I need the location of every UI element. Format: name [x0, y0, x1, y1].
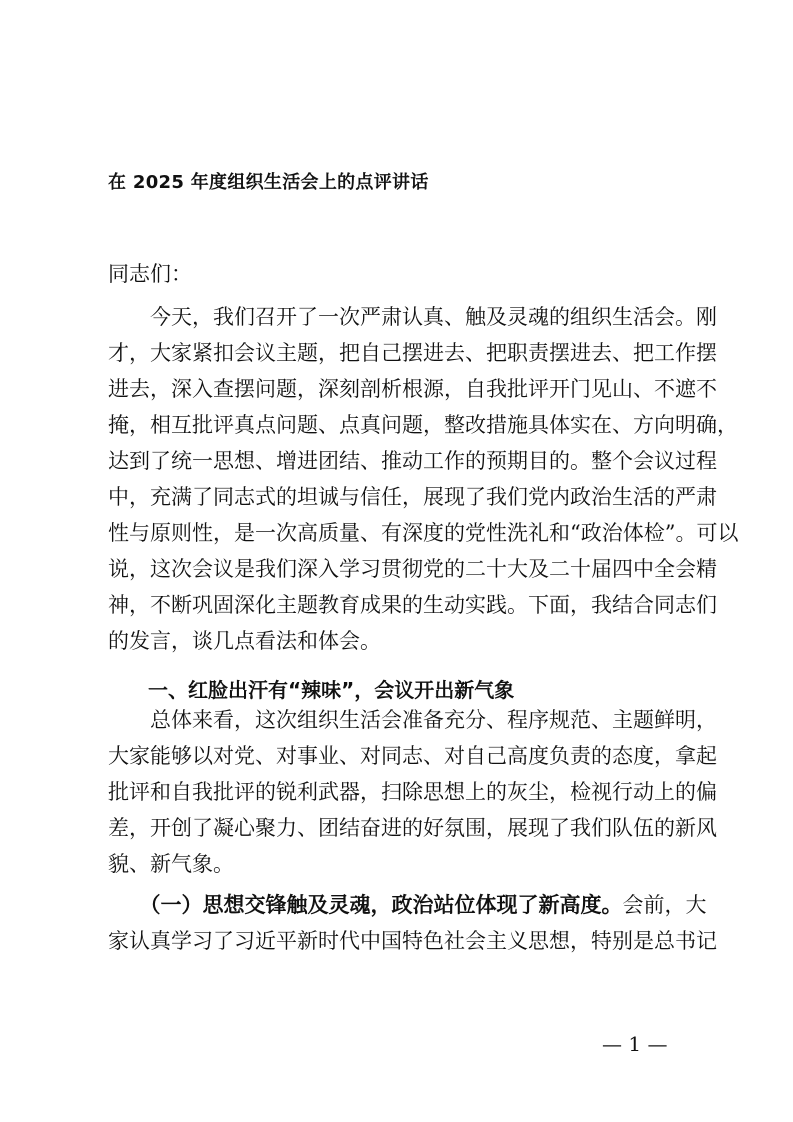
paragraph-line: 才，大家紧扣会议主题，把自己摆进去、把职责摆进去、把工作摆 [108, 341, 717, 365]
paragraph-opening [108, 299, 739, 659]
paragraph-line: 家认真学习了习近平新时代中国特色社会主义思想，特别是总书记 [108, 929, 717, 953]
page-number: — 1 — [602, 1032, 668, 1056]
paragraph-line: 掩，相互批评真点问题、点真问题，整改措施具体实在、方向明确， [108, 413, 738, 437]
paragraph-overview [108, 702, 717, 882]
document-title: 在 2025 年度组织生活会上的点评讲话 [108, 172, 429, 193]
paragraph-line: 总体来看，这次组织生活会准备充分、程序规范、主题鲜明， [108, 708, 717, 732]
paragraph-line [108, 887, 707, 923]
paragraph-line: 差，开创了凝心聚力、团结奋进的好氛围，展现了我们队伍的新风 [108, 816, 717, 840]
paragraph-line: 说，这次会议是我们深入学习贯彻党的二十大及二十届四中全会精 [108, 557, 717, 581]
paragraph-line: 达到了统一思想、增进团结、推动工作的预期目的。整个会议过程 [108, 449, 717, 473]
subsection-lead: （一）思想交锋触及灵魂，政治站位体现了新高度。 [108, 892, 623, 917]
paragraph-line: 批评和自我批评的锐利武器，扫除思想上的灰尘，检视行动上的偏 [108, 780, 717, 804]
paragraph-line: 大家能够以对党、对事业、对同志、对自己高度负责的态度，拿起 [108, 744, 717, 768]
paragraph-line: 中，充满了同志式的坦诚与信任，展现了我们党内政治生活的严肃 [108, 485, 717, 509]
paragraph-line: 的发言，谈几点看法和体会。 [108, 629, 381, 653]
paragraph-subsection-1 [108, 887, 717, 959]
paragraph-line: 今天，我们召开了一次严肃认真、触及灵魂的组织生活会。刚 [108, 305, 717, 329]
salutation: 同志们： [108, 262, 192, 286]
paragraph-line: 进去，深入查摆问题，深刻剖析根源，自我批评开门见山、不遮不 [108, 377, 717, 401]
paragraph-line: 貌、新气象。 [108, 852, 234, 876]
subsection-text: 会前，大 [622, 893, 707, 917]
section-heading-1: 一、红脸出汗有“辣味”，会议开出新气象 [148, 678, 515, 702]
paragraph-line: 性与原则性，是一次高质量、有深度的党性洗礼和“政治体检”。可以 [108, 521, 739, 545]
paragraph-line: 神，不断巩固深化主题教育成果的生动实践。下面，我结合同志们 [108, 593, 717, 617]
